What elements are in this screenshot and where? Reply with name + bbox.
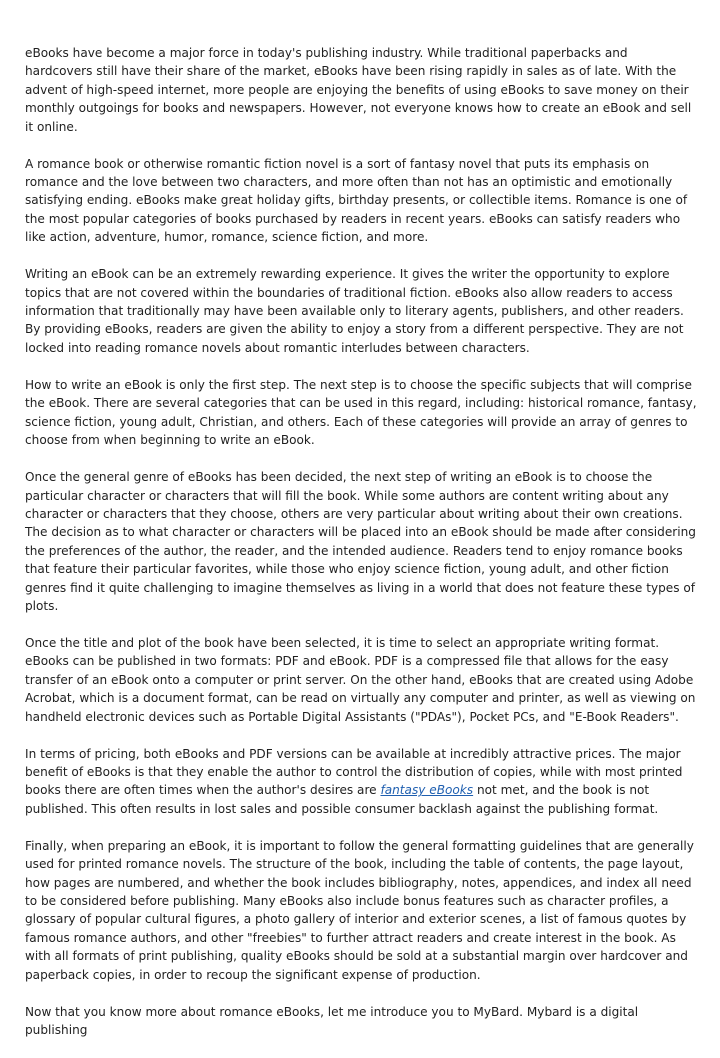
paragraph-mybard-intro: Now that you know more about romance eBooks, let me introduce you to MyBard. Mybard is a digital publishing <box>25 1004 639 1038</box>
article-body <box>25 44 697 1058</box>
paragraph-formatting-guidelines: Finally, when preparing an eBook, it is important to follow the general formatting guidelines that are generally used for printed romance novels. The structure of the book, including the table of contents, the page layout, how pages are numbered, and whether the book includes bibliography, notes, appendices, and index all need to be considered before publishing. Many eBooks also include bonus features such as character profiles, a glossary of popular cultural figures, a photo gallery of interior and exterior scenes, a list of famous quotes by famous romance authors, and other "freebies" to further attract readers and create interest in the book. As with all formats of print publishing, quality eBooks should be sold at a substantial margin over hardcover and paperback copies, in order to recoup the significant expense of production. <box>25 838 694 982</box>
paragraph-writing-format: Once the title and plot of the book have been selected, it is time to select an appropriate writing format. eBooks can be published in two formats: PDF and eBook. PDF is a compressed file that allows for the easy transfer of an eBook onto a computer or print server. On the other hand, eBooks that are created using Adobe Acrobat, which is a document format, can be read on virtually any computer and printer, as well as viewing on handheld electronic devices such as Portable Digital Assistants ("PDAs"), Pocket PCs, and "E-Book Readers". <box>25 635 696 724</box>
fantasy-ebooks-link[interactable]: fantasy eBooks <box>380 783 474 798</box>
pricing-text-after-link: not met, and the book is not published. This often results in lost sales and possible consumer backlash against the publishing format. <box>25 783 659 816</box>
paragraph-choosing-characters: Once the general genre of eBooks has been decided, the next step of writing an eBook is to choose the particular character or characters that will fill the book. While some authors are content writing about any character or characters that they choose, others are very particular about writing about their own creations. The decision as to what character or characters will be placed into an eBook should be made after considering the preferences of the author, the reader, and the intended audience. Readers tend to enjoy romance books that feature their particular favorites, while those who enjoy science fiction, young adult, and other fiction genres find it quite challenging to imagine themselves as living in a world that does not feature these types of plots. <box>25 470 696 613</box>
paragraph-pricing <box>25 745 697 819</box>
paragraph-choosing-subjects: How to write an eBook is only the first step. The next step is to choose the specific subjects that will comprise the eBook. There are several categories that can be used in this regard, including: historical romance, fantasy, science fiction, young adult, Christian, and others. Each of these categories will provide an array of genres to choose from when beginning to write an eBook. <box>25 377 697 448</box>
paragraph-romance-definition: A romance book or otherwise romantic fiction novel is a sort of fantasy novel that puts its emphasis on romance and the love between two characters, and more often than not has an optimistic and emotionally satisfying ending. eBooks make great holiday gifts, birthday presents, or collectible items. Romance is one of the most popular categories of books purchased by readers in recent years. eBooks can satisfy readers who like action, adventure, humor, romance, science fiction, and more. <box>25 156 688 245</box>
pricing-text-before-link: In terms of pricing, both eBooks and PDF versions can be available at incredibly attractive prices. The major benefit of eBooks is that they enable the author to control the distribution of copies, while with most printed books there are often times when the author's desires are <box>25 746 683 798</box>
paragraph-writing-rewards: Writing an eBook can be an extremely rewarding experience. It gives the writer the opportunity to explore topics that are not covered within the boundaries of traditional fiction. eBooks also allow readers to access information that traditionally may have been available only to literary agents, publishers, and other readers. By providing eBooks, readers are given the ability to enjoy a story from a different perspective. They are not locked into reading romance novels about romantic interludes between characters. <box>25 267 684 355</box>
paragraph-ebooks-intro: eBooks have become a major force in today's publishing industry. While traditional paperbacks and hardcovers still have their share of the market, eBooks have been rising rapidly in sales as of late. With the advent of high-speed internet, more people are enjoying the benefits of using eBooks to save money on their monthly outgoings for books and newspapers. However, not everyone knows how to create an eBook and sell it online. <box>25 46 692 134</box>
